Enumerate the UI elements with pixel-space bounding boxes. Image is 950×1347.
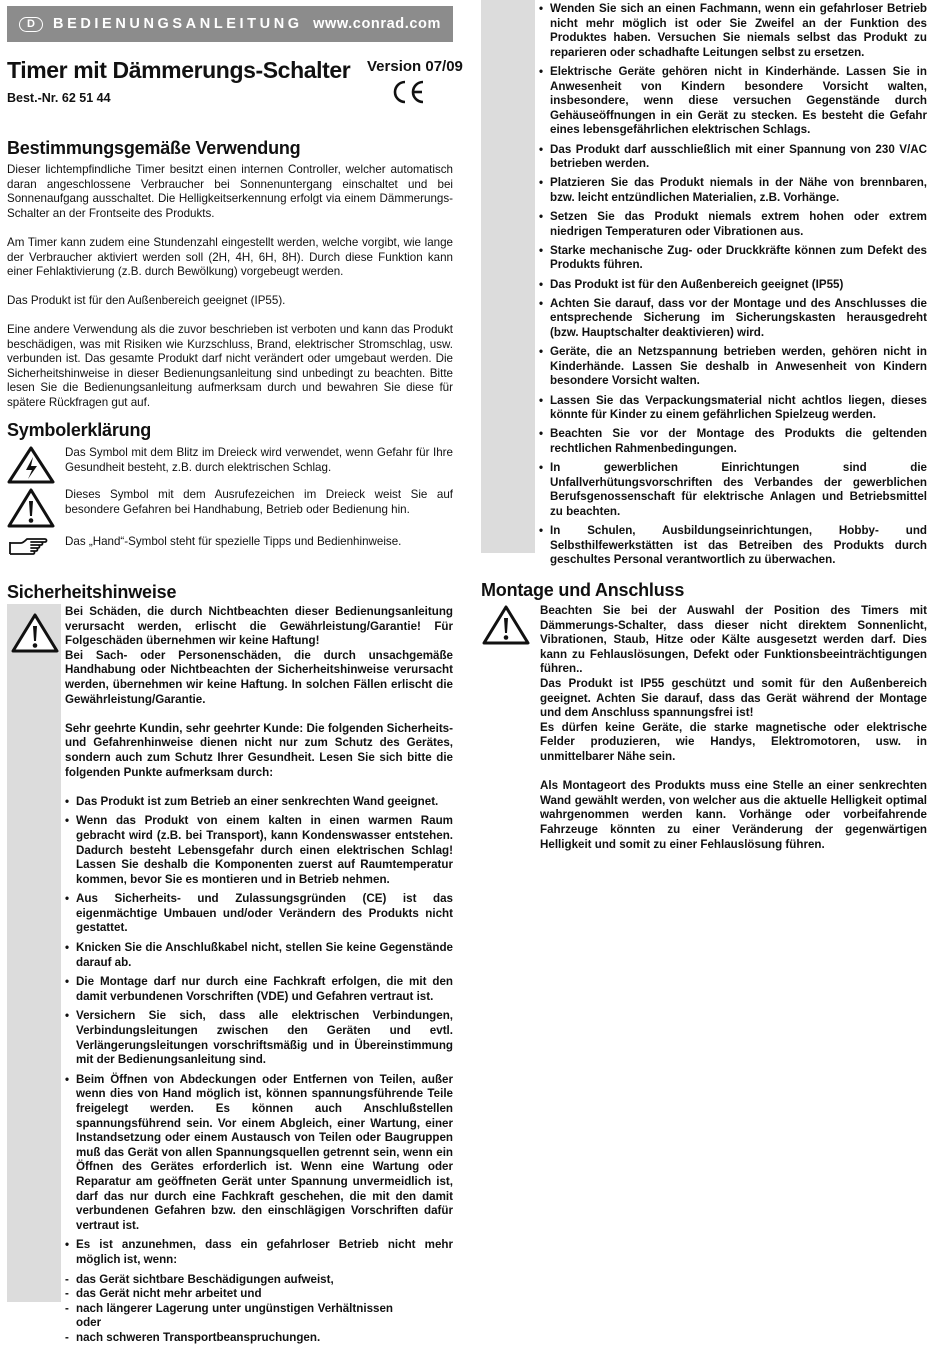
header-banner [7,6,453,42]
list-item: - nach längerer Lagerung unter ungünstigen Verhältnissen oder [65,1302,453,1331]
list-item: • Versichern Sie sich, dass alle elektrischen Verbindungen, Verbindungsleitungen zwischen den Geräten und evtl. Verlängerungsleitungen vorschriftsmäßig und in Übereinstimmung mit der Bedienungsanleitung sind. [65,1009,453,1067]
safety-heading: Sicherheitshinweise [7,582,177,602]
intended-use-paragraph: Am Timer kann zudem eine Stundenzahl eingestellt werden, welche vorgibt, wie lange der Verbraucher aktiviert werden soll (2H, 4H, 6H, 8H). Durch diese Funktion kann einer Fehlaktivierung (z.B. durch Bewölkung) vorgebeugt werden. [7,236,453,279]
list-item: • Aus Sicherheits- und Zulassungsgründen (CE) ist das eigenmächtige Umbauen und/oder Verändern des Produkts nicht gestattet. [65,892,453,936]
symbol-row-lightning [7,446,453,484]
symbol-row-exclamation [7,488,453,528]
condition-list [65,1273,453,1346]
list-item: • Es ist anzunehmen, dass ein gefahrloser Betrieb nicht mehr möglich ist, wenn: [65,1238,453,1267]
list-item: • Das Produkt darf ausschließlich mit einer Spannung von 230 V/AC betrieben werden. [539,143,927,172]
symbol-description: Das Symbol mit dem Blitz im Dreieck wird verwendet, wenn Gefahr für Ihre Gesundheit besteht, z.B. durch elektrischen Schlag. [65,446,453,474]
lightning-warning-icon [7,446,55,484]
safety-section [65,605,453,1346]
intended-use-paragraph: Das Produkt ist für den Außenbereich geeignet (IP55). [7,294,286,307]
list-item: • Elektrische Geräte gehören nicht in Kinderhände. Lassen Sie in Anwesenheit von Kindern besondere Vorsicht walten, insbesondere, wenn diese versuchen Gegenstände durch Gehäuseöffnungen in ein Gerät zu stecken. Es besteht die Gefahr eines lebensgefährlichen elektrischen Schlags. [539,65,927,138]
list-item: • Starke mechanische Zug- oder Druckkräfte können zum Defekt des Produkts führen. [539,244,927,273]
list-item: • Platzieren Sie das Produkt niemals in der Nähe von brennbaren, bzw. leicht entzündlichen Materialien, z.B. Vorhänge. [539,176,927,205]
manual-label: BEDIENUNGSANLEITUNG [53,16,303,32]
warning-panel [481,0,535,553]
list-item: • Lassen Sie das Verpackungsmaterial nicht achtlos liegen, dieses könnte für Kinder zu einem gefährlichen Spielzeug werden. [539,394,927,423]
symbol-row-hand [7,535,453,557]
list-item: • Geräte, die an Netzspannung betrieben werden, gehören nicht in Kinderhände. Lassen Sie deshalb in Anwesenheit von Kindern besondere Vorsicht walten. [539,345,927,389]
list-item: • In gewerblichen Einrichtungen sind die Unfallverhütungsvorschriften des Verbandes der gewerblichen Berufsgenossenschaft für elektrische Anlagen und Betriebsmittel zu beachten. [539,461,927,519]
safety-list [539,2,927,568]
mounting-section [540,604,927,852]
mounting-paragraph: Beachten Sie bei der Auswahl der Position des Timers mit Dämmerungs-Schalter, dass dieser nicht direktem Sonnenlicht, Vibrationen, Staub, Hitze oder Kälte ausgesetzt werden darf. Dies kann zu Fehlauslösungen, Defekt oder Funktionsbeeinträchtigungen führen.. [540,604,927,676]
warranty-notice: Bei Sach- oder Personenschäden, die durch unsachgemäße Handhabung oder Nichtbeachten der Sicherheitshinweise verursacht werden, übernehmen wir keine Haftung. In solchen Fällen erlischt die Gewährleistung/Garantie. [65,648,453,706]
safety-intro: Sehr geehrte Kundin, sehr geehrter Kunde: Die folgenden Sicherheits- und Gefahrenhinweise dienen nicht nur zum Schutz des Gerätes, sondern auch zum Schutz Ihrer Gesundheit. Lesen Sie sich bitte die folgenden Punkte aufmerksam durch: [65,721,453,779]
mounting-paragraph: Es dürfen keine Geräte, die starke magnetische oder elektrische Felder produzieren, wie Handys, Elektromotoren, usw. in unmittelbarer Nähe sein. [540,720,927,763]
order-number: Best.-Nr. 62 51 44 [7,91,111,105]
list-item: • Das Produkt ist für den Außenbereich geeignet (IP55) [539,278,927,293]
symbol-description: Dieses Symbol mit dem Ausrufezeichen im Dreieck weist Sie auf besondere Gefahren bei Handhabung, Betrieb oder Bedienung hin. [65,488,453,516]
language-badge: D [19,17,43,32]
list-item: - nach schweren Transportbeanspruchungen. [65,1331,453,1346]
ce-mark-icon [390,78,426,106]
list-item: - das Gerät nicht mehr arbeitet und [65,1287,453,1302]
safety-list-continued [539,2,927,568]
mounting-heading: Montage und Anschluss [481,580,685,600]
list-item: • Setzen Sie das Produkt niemals extrem hohen oder extrem niedrigen Temperaturen oder Vibrationen aus. [539,210,927,239]
list-item: • Knicken Sie die Anschlußkabel nicht, stellen Sie keine Gegenstände darauf ab. [65,941,453,970]
symbols-heading: Symbolerklärung [7,420,152,440]
list-item: • Achten Sie darauf, dass vor der Montage und des Anschlusses die entsprechende Sicherung im Sicherungskasten herausgedreht (bzw. Hauptschalter deaktivieren) wird. [539,297,927,341]
list-item: • In Schulen, Ausbildungseinrichtungen, Hobby- und Selbsthilfewerkstätten ist das Betreiben des Produkts durch geschultes Personal verantwortlich zu überwachen. [539,524,927,568]
exclamation-warning-icon [7,488,55,528]
symbol-description: Das „Hand“-Symbol steht für spezielle Tipps und Bedienhinweise. [65,535,402,548]
pointing-hand-icon [7,535,55,557]
safety-list [65,795,453,1268]
list-item: • Beachten Sie vor der Montage des Produkts die geltenden rechtlichen Rahmenbedingungen. [539,427,927,456]
warning-panel [7,604,61,1302]
mounting-paragraph: Als Montageort des Produkts muss eine Stelle an einer senkrechten Wand gewählt werden, von welcher aus die aktuelle Helligkeit optimal wahrgenommen werden kann. Vorhänge oder vorbeifahrende Fahrzeuge könnten zu einer Veränderung der gegenwärtigen Helligkeit und somit zu einer Fehlauslösung führen. [540,779,927,851]
warranty-notice: Bei Schäden, die durch Nichtbeachten dieser Bedienungsanleitung verursacht werden, erlischt die Gewährleistung/Garantie! Für Folgeschäden übernehmen wir keine Haftung! [65,605,453,648]
mounting-paragraph: Das Produkt ist IP55 geschützt und somit für den Außenbereich geeignet. Achten Sie darauf, dass das Gerät während der Montage und dem Anschluss spannungsfrei ist! [540,676,927,720]
product-title: Timer mit Dämmerungs-Schalter [7,57,351,83]
exclamation-warning-icon [11,612,59,654]
version-label: Version 07/09 [367,58,463,75]
list-item: • Wenden Sie sich an einen Fachmann, wenn ein gefahrloser Betrieb nicht mehr möglich ist oder Sie Zweifel an der Funktion des Produktes haben. Versuchen Sie niemals selbst das Produkt zu reparieren oder schadhafte Leitungen selbst zu ersetzen. [539,2,927,60]
list-item: • Beim Öffnen von Abdeckungen oder Entfernen von Teilen, außer wenn dies von Hand möglich ist, können spannungsführende Teile freigelegt werden. Es können auch Anschlußstellen spannungsführend sein. Vor einem Abgleich, einer Wartung, einer Instandsetzung oder einem Austausch von Teilen oder Baugruppen muß das Gerät von allen Spannungsquellen getrennt sein, wenn ein Öffnen des Gerätes erforderlich ist. Wenn eine Wartung oder Reparatur am geöffneten Gerät unter Spannung unvermeidlich ist, darf das nur durch eine Fachkraft geschehen, die mit den damit verbundenen Gefahren bzw. den einschlägigen Vorschriften dafür vertraut ist. [65,1073,453,1234]
intended-use-paragraph: Eine andere Verwendung als die zuvor beschrieben ist verboten und kann das Produkt beschädigen, was mit Risiken wie Kurzschluss, Brand, elektrischer Stromschlag, usw. verbunden ist. Das gesamte Produkt darf nicht verändert oder umgebaut werden. Die Sicherheitshinweise in dieser Bedienungsanleitung sind unbedingt zu beachten. Bitte lesen Sie die Bedienungsanleitung aufmerksam durch und bewahren Sie diese für spätere Rückfragen gut auf. [7,323,453,409]
list-item: - das Gerät sichtbare Beschädigungen aufweist, [65,1273,453,1288]
intended-use-paragraph: Dieser lichtempfindliche Timer besitzt einen internen Controller, welcher automatisch daran angeschlossene Verbraucher bei Sonnenuntergang einschaltet und bei Sonnenaufgang ausschaltet. Die Helligkeitserkennung erfolgt via einem Dämmerungs-Schalter an der Frontseite des Produkts. [7,163,453,220]
intended-use-heading: Bestimmungsgemäße Verwendung [7,138,301,158]
website-link[interactable]: www.conrad.com [313,16,441,32]
list-item: • Wenn das Produkt von einem kalten in einen warmen Raum gebracht wird (z.B. bei Transport), kann Kondenswasser entstehen. Dadurch besteht Lebensgefahr durch einen elektrischen Schlag! Lassen Sie deshalb die Komponenten zuerst auf Raumtemperatur kommen, bevor Sie es montieren und in Betrieb nehmen. [65,814,453,887]
exclamation-warning-icon [482,604,530,646]
list-item: • Das Produkt ist zum Betrieb an einer senkrechten Wand geeignet. [65,795,453,810]
list-item: • Die Montage darf nur durch eine Fachkraft erfolgen, die mit den damit verbundenen Vorschriften (VDE) und Gefahren vertraut ist. [65,975,453,1004]
